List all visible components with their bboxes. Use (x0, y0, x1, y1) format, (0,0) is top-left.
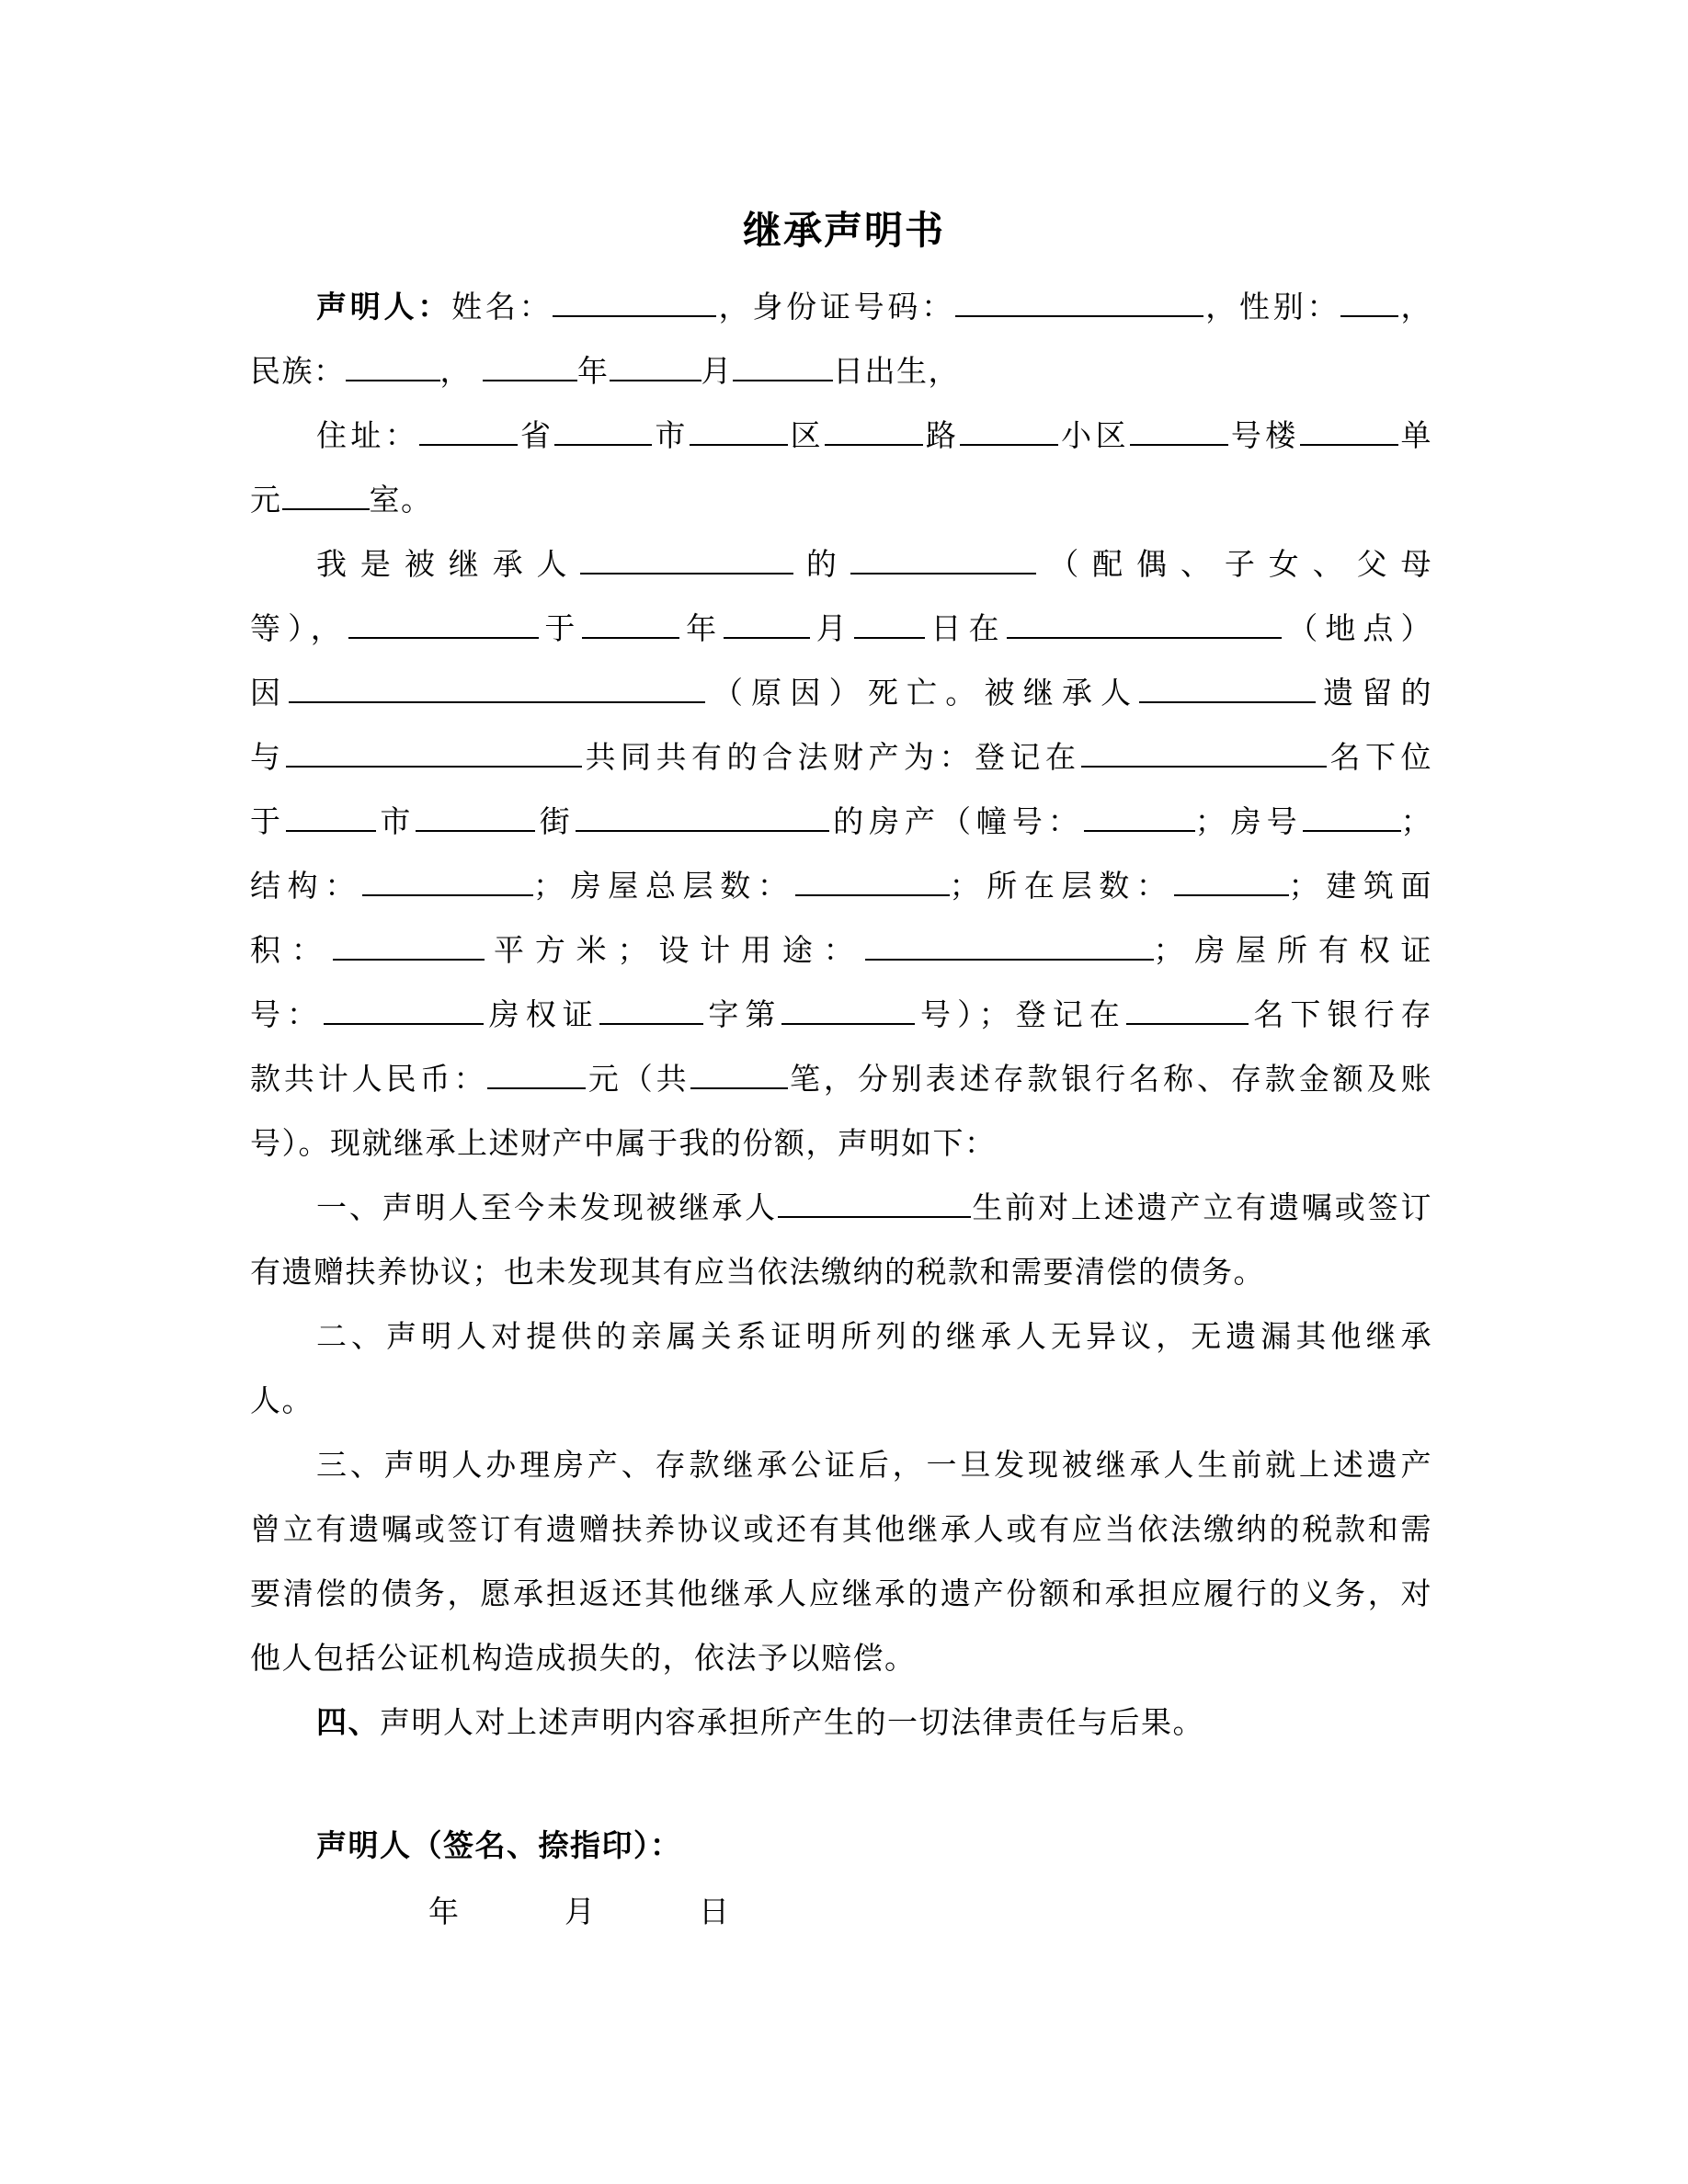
registered-owner-blank[interactable] (1081, 738, 1327, 768)
text: 遗留的 (1316, 675, 1432, 711)
area-line (250, 930, 1432, 971)
property-address-blank[interactable] (576, 802, 829, 832)
text: 一、声明人至今未发现被继承人 (316, 1189, 778, 1225)
decedent-name-blank-3[interactable] (778, 1189, 971, 1218)
structure-line (250, 866, 1432, 906)
unit-blank[interactable] (1300, 416, 1398, 446)
signature-year: 年 (428, 1894, 459, 1929)
text: 住址： (316, 417, 420, 453)
clause-2-line-1: 二、声明人对提供的亲属关系证明所列的继承人无异议，无遗漏其他继承 (316, 1318, 1432, 1354)
text: 房权证 (484, 996, 599, 1032)
total-floors-blank[interactable] (795, 867, 950, 896)
certificate-number-blank[interactable] (324, 995, 484, 1025)
birth-line (250, 351, 1432, 392)
declarant-label: 声明人： (316, 289, 452, 324)
text: ；所在层数： (949, 868, 1174, 904)
usage-blank[interactable] (865, 931, 1154, 961)
text: 号： (250, 996, 325, 1032)
clause-1-line-2: 有遗赠扶养协议；也未发现其有应当依法缴纳的税款和需要清偿的债务。 (250, 1254, 1265, 1290)
decedent-name-blank[interactable] (580, 545, 793, 574)
death-cause-line (250, 673, 1432, 713)
death-date-line (250, 609, 1432, 649)
text: 街 (535, 803, 576, 839)
text: 单 (1397, 417, 1433, 453)
death-year-blank[interactable] (582, 609, 679, 639)
text: 姓名： (451, 289, 553, 324)
text: 号）；登记在 (915, 996, 1126, 1032)
clause-3-line-4: 他人包括公证机构造成损失的，依法予以赔偿。 (250, 1640, 917, 1676)
relation-line (316, 544, 1432, 585)
text: 字第 (702, 996, 782, 1032)
certificate-word-blank[interactable] (599, 995, 703, 1025)
text: ；房屋总层数： (532, 868, 795, 904)
text: 民族： (250, 353, 346, 389)
text: 市 (375, 803, 416, 839)
birth-month-blank[interactable] (610, 352, 701, 381)
clause-4 (316, 1702, 1432, 1743)
certificate-line (250, 995, 1432, 1035)
text: 款共计人民币： (250, 1061, 488, 1097)
text: 元（共 (586, 1061, 690, 1097)
name-blank[interactable] (553, 288, 716, 317)
declaration-intro: 号）。现就继承上述财产中属于我的份额，声明如下： (250, 1125, 997, 1161)
text: （配偶、子女、父母 (1035, 546, 1433, 582)
death-month-blank[interactable] (724, 609, 810, 639)
room-number-blank[interactable] (1303, 802, 1401, 832)
text: 共同共有的合法财产为：登记在 (581, 739, 1081, 775)
deposit-amount-blank[interactable] (487, 1060, 586, 1089)
id-number-blank[interactable] (955, 288, 1203, 317)
text: ，性别： (1203, 289, 1341, 324)
text: 于 (250, 803, 286, 839)
text: 日在 (924, 610, 1007, 646)
birth-day-blank[interactable] (733, 352, 833, 381)
area-blank[interactable] (333, 931, 485, 961)
text: 年 (577, 353, 610, 389)
text: ，身份证号码： (716, 289, 955, 324)
district-blank[interactable] (690, 416, 788, 446)
declarant-line (316, 287, 1432, 327)
death-cause-blank[interactable] (289, 674, 705, 703)
text: 日出生， (833, 353, 960, 389)
text: 市 (652, 417, 690, 453)
deposit-owner-blank[interactable] (1126, 995, 1249, 1025)
clause-number: 四、 (316, 1704, 380, 1740)
road-blank[interactable] (825, 416, 923, 446)
text: 生前对上述遗产立有遗嘱或签订 (971, 1189, 1433, 1225)
community-blank[interactable] (960, 416, 1058, 446)
decedent-blank[interactable] (348, 609, 539, 639)
property-line (250, 737, 1432, 778)
text: 我是被继承人 (316, 546, 581, 582)
document-title: 继承声明书 (742, 208, 945, 253)
text: 小区 (1058, 417, 1130, 453)
property-street-blank[interactable] (416, 802, 535, 832)
text: 的 (793, 546, 850, 582)
text: 与 (250, 739, 286, 775)
property-city-blank[interactable] (286, 802, 376, 832)
text: 省 (518, 417, 555, 453)
text: 因 (250, 675, 290, 711)
signature-month: 月 (565, 1894, 595, 1929)
text: 于 (538, 610, 583, 646)
property-location-line (250, 802, 1432, 842)
decedent-name-blank-2[interactable] (1139, 674, 1316, 703)
floor-blank[interactable] (1174, 867, 1289, 896)
certificate-no-blank[interactable] (781, 995, 915, 1025)
co-owner-blank[interactable] (286, 738, 582, 768)
text: （地点） (1281, 610, 1432, 646)
clause-3-line-1: 三、声明人办理房产、存款继承公证后，一旦发现被继承人生前就上述遗产 (316, 1447, 1432, 1483)
structure-blank[interactable] (362, 867, 533, 896)
signature-label: 声明人（签名、捺指印）： (316, 1827, 682, 1863)
gender-blank[interactable] (1340, 288, 1398, 317)
text: ； (1400, 803, 1432, 839)
ethnicity-blank[interactable] (346, 352, 440, 381)
clause-3-line-3: 要清偿的债务，愿承担返还其他继承人应继承的遗产份额和承担应履行的义务，对 (250, 1575, 1432, 1611)
text: 年 (679, 610, 724, 646)
building-number-blank[interactable] (1084, 802, 1195, 832)
text: 的房产（幢号： (828, 803, 1084, 839)
text: 声明人对上述声明内容承担所产生的一切法律责任与后果。 (380, 1704, 1204, 1740)
text: 等）， (250, 610, 348, 646)
text: 区 (787, 417, 826, 453)
text: 室。 (369, 482, 433, 518)
text: 笔，分别表述存款银行名称、存款金额及账 (787, 1061, 1433, 1097)
building-blank[interactable] (1130, 416, 1228, 446)
text: 月 (810, 610, 854, 646)
birth-year-blank[interactable] (483, 352, 577, 381)
text: 号楼 (1227, 417, 1300, 453)
room-blank[interactable] (282, 481, 370, 510)
death-day-blank[interactable] (854, 609, 925, 639)
text: （原因）死亡。被继承人 (705, 675, 1140, 711)
text: 积： (250, 932, 333, 968)
province-blank[interactable] (419, 416, 518, 446)
relationship-blank[interactable] (850, 545, 1036, 574)
text: ；建筑面 (1288, 868, 1433, 904)
deposit-count-blank[interactable] (690, 1060, 788, 1089)
text: 平方米；设计用途： (484, 932, 865, 968)
city-blank[interactable] (554, 416, 652, 446)
text: 元 (250, 482, 282, 518)
address-line-2 (250, 480, 1432, 520)
clause-2-line-2: 人。 (250, 1382, 314, 1418)
address-line (316, 415, 1432, 456)
deposit-line (250, 1059, 1432, 1099)
text: 月 (701, 353, 733, 389)
text: ；房屋所有权证 (1153, 932, 1433, 968)
text: ；房号 (1194, 803, 1303, 839)
text: ， (439, 353, 472, 389)
text: 路 (923, 417, 961, 453)
signature-day: 日 (699, 1894, 729, 1929)
text: 结构： (250, 868, 362, 904)
text: 名下位 (1326, 739, 1432, 775)
death-place-blank[interactable] (1007, 609, 1282, 639)
text: ， (1398, 289, 1433, 324)
clause-1-line-1 (316, 1188, 1432, 1228)
text: 名下银行存 (1248, 996, 1433, 1032)
clause-3-line-2: 曾立有遗嘱或签订有遗赠扶养协议或还有其他继承人或有应当依法缴纳的税款和需 (250, 1511, 1432, 1547)
